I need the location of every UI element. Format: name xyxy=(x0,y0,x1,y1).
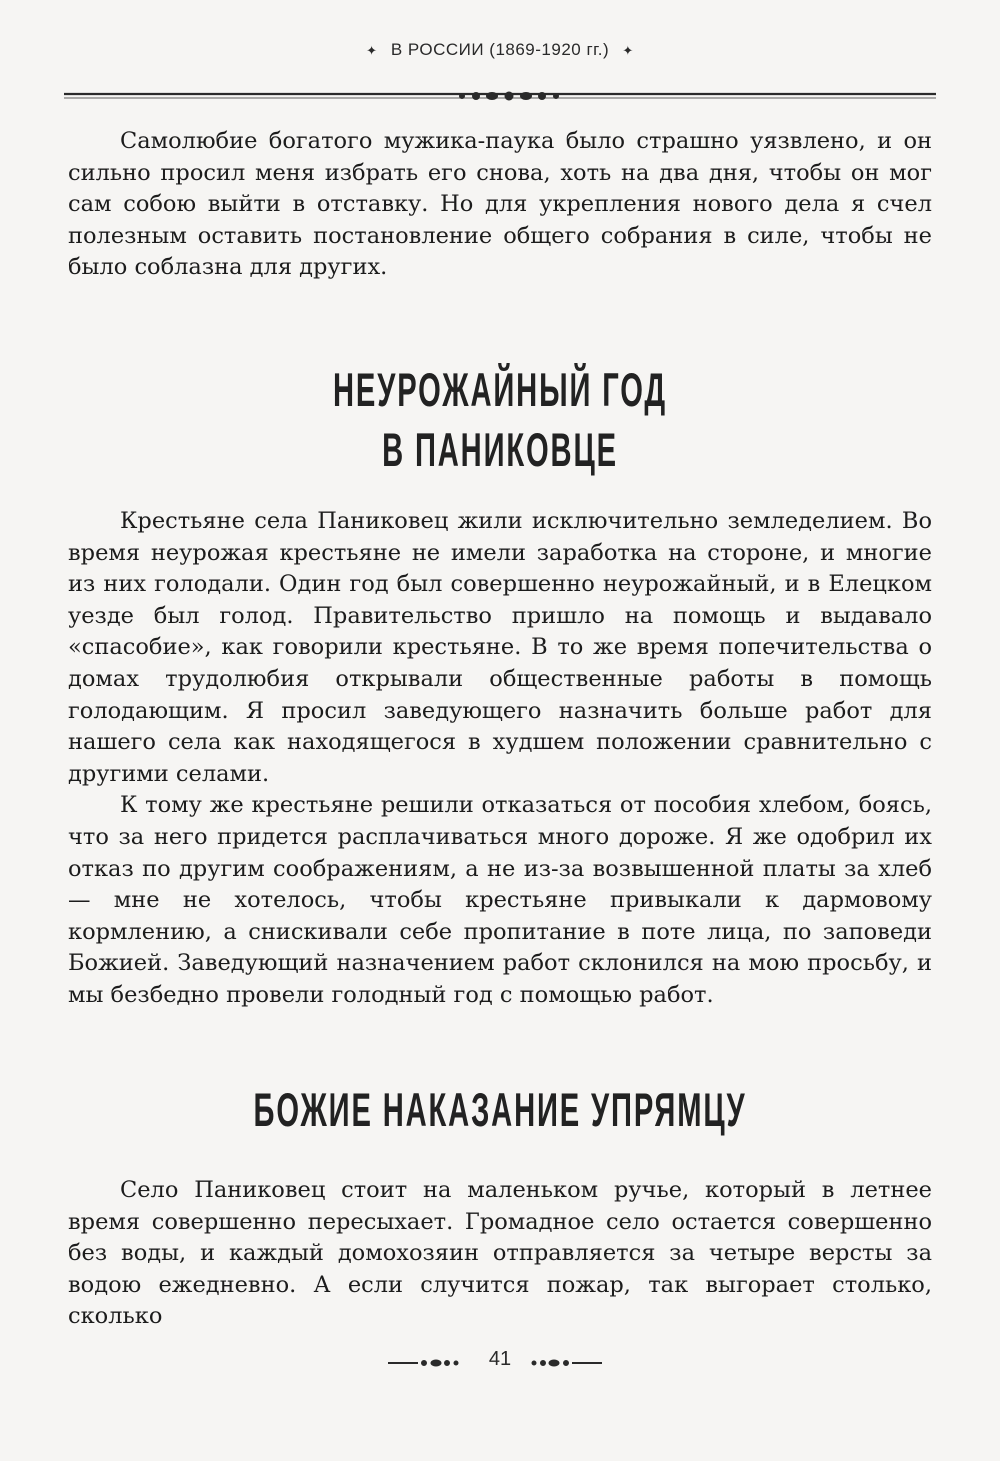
page-number: 41 xyxy=(488,1348,512,1370)
chapter-title-line-1: НЕУРОЖАЙНЫЙ ГОД xyxy=(333,363,667,416)
chapter-2-text xyxy=(68,1175,932,1333)
paragraph: Крестьяне села Паниковец жили исключительно земледелием. Во время неурожая крестьяне не имели заработка на стороне, и многие из них голодали. Один год был совершенно неурожайный, и в Елецком уезде был голод. Правительство пришло на помощь и выдавало «спасобие», как говорили крестьяне. В то же время попечительства о домах трудолюбия открывали общественные работы в помощь голодающим. Я просил заведующего назначить больше работ для нашего села как находящегося в худшем положении сравнительно с другими селами. xyxy=(68,508,932,787)
chapter-title-line-2: В ПАНИКОВЦЕ xyxy=(382,423,618,476)
ornament-left-icon: ✦ xyxy=(366,43,378,58)
paragraph: Село Паниковец стоит на маленьком ручье, который в летнее время совершенно пересыхает. Громадное село остается совершенно без воды, и каждый домохозяин отправляется за четыре версты за водою ежедневно. А если случится пожар, так выгорает столько, сколько xyxy=(68,1177,932,1330)
chapter-title-2 xyxy=(0,1080,1000,1140)
ornament-right-icon: ✦ xyxy=(622,43,634,58)
header-ornament-rule xyxy=(64,86,936,106)
running-header xyxy=(0,40,1000,60)
paragraph: Самолюбие богатого мужика-паука было страшно уязвлено, и он сильно просил меня избрать его снова, хоть на два дня, чтобы он мог сам собою выйти в отставку. Но для укрепления нового дела я счел полезным оставить постановление общего собрания в силе, чтобы не было соблазна для других. xyxy=(68,128,932,281)
chapter-1-text xyxy=(68,506,932,1012)
chapter-title-text: БОЖИЕ НАКАЗАНИЕ УПРЯМЦУ xyxy=(253,1083,747,1136)
intro-text xyxy=(68,126,932,284)
chapter-title-1 xyxy=(0,360,1000,480)
vine-ornament-icon xyxy=(459,92,559,101)
running-title: В РОССИИ (1869-1920 гг.) xyxy=(390,40,610,59)
paragraph: К тому же крестьяне решили отказаться от пособия хлебом, боясь, что за него придется расплачиваться много дороже. Я же одобрил их отказ по другим соображениям, а не из-за возвышенной платы за хлеб — мне не хотелось, чтобы крестьяне привыкали к дармовому кормлению, а снискивали себе пропитание в поте лица, по заповеди Божией. Заведующий назначением работ склонился на мою просьбу, и мы безбедно провели голодный год с помощью работ. xyxy=(68,792,932,1008)
